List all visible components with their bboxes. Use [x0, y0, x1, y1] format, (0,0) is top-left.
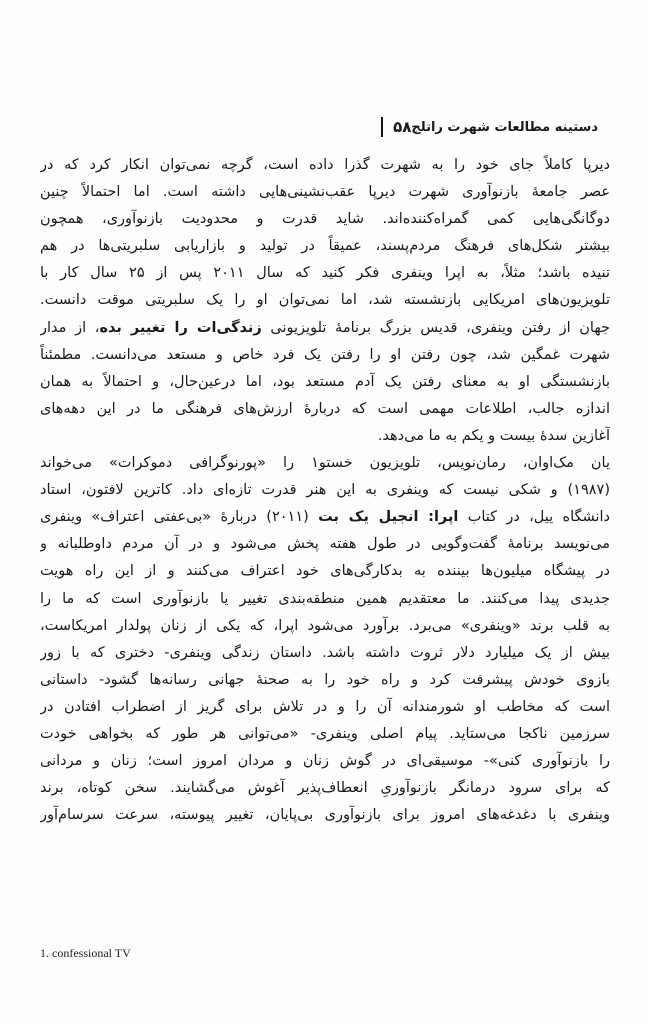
- text-line: را بازنوآوری کنی»- موسیقی‌ای در گوش زنان و مردان امروز است؛ زنان و مردانی: [40, 753, 610, 770]
- text-line: آغازین سدهٔ بیست و یکم به ما می‌دهد.: [377, 427, 610, 444]
- text-line: بازوی خودش پیشرفت کرد و راه خود را به صحنهٔ جهانی رسانه‌ها گشود- داستانی: [40, 671, 610, 688]
- text-line: که برای سرود درمانگر بازنوآوریِ انعطاف‌پذیر آغوش می‌گشایند. سخن کوتاه، برند: [40, 780, 610, 797]
- text-line: بیشتر شکل‌های فرهنگ مردم‌پسند، عمیقاً در تولید و بازاریابی سلبریتی‌ها در هم: [40, 238, 610, 255]
- text-line: است که مخاطب او شورمندانه آن را و در تلاش برای گریز از اضطراب افتادن در: [40, 698, 610, 715]
- text-line: جدیدی پیدا می‌کنند. ما معتقدیم همین منطقه‌بندی تغییر یا بازنوآوری است که ما را: [40, 590, 610, 607]
- text-line: تلویزیون‌های امریکایی بازنشسته شد، اما نمی‌توان او را یک سلبریتی موقت دانست.: [40, 292, 610, 309]
- text-line: می‌نویسد برنامهٔ گفت‌وگویی در طول هفته پخش می‌شود و در آن مردم داوطلبانه و: [40, 536, 610, 553]
- text-line: بازنشستگی او به معنای رفتن یک آدم مستعد بود، اما درعین‌حال، و احتمالاً به همان: [40, 373, 610, 390]
- text-line: جهان از رفتن وینفری، قدیس بزرگ برنامهٔ تلویزیونی زندگی‌ات را تغییر بده، از مدار: [40, 319, 610, 336]
- text-line: دوگانگی‌هایی کمی گمراه‌کننده‌اند. شاید قدرت و محدودیت بازنوآوری، همچون: [40, 211, 610, 228]
- bold-title-text: زندگی‌ات را تغییر بده: [99, 319, 262, 336]
- header-divider: [381, 117, 383, 137]
- text-line: تنیده باشد؛ مثلاً، به اپرا وینفری فکر کنید که سال ۲۰۱۱ پس از ۲۵ سال کار با: [40, 265, 610, 282]
- text-line: به قلب برند «وینفری» می‌برد. برآورد می‌شود اپرا، که یکی از زنان پولدار امریکاست،: [40, 617, 610, 634]
- text-line: اندازه جالب، اطلاعات مهمی است که دربارهٔ ارزش‌های فرهنگی ما در این دهه‌های: [40, 400, 610, 417]
- running-title: دستینه مطالعات شهرت راتلج: [411, 119, 598, 135]
- running-head: [373, 116, 598, 138]
- text-line: عصر جامعهٔ بازنوآوری شهرت دیرپا عقب‌نشینی‌هایی داشته است. اما احتمالاً چنین: [40, 184, 610, 201]
- text-line: (۱۹۸۷) و شکی نیست که وینفری به این هنر قدرت تازه‌ای داد. کاترین لافتون، استاد: [40, 482, 610, 499]
- footnote: 1. confessional TV: [40, 946, 131, 960]
- text-line: بیش از یک میلیارد دلار ثروت داشته باشد. داستان زندگی وینفری- دختری که با زور: [40, 644, 610, 661]
- text-line: وینفری با دغدغه‌های امروز برای بازنوآوری بی‌پایان، تغییر پیوسته، سرعت سرسام‌آور: [40, 807, 610, 824]
- text-line: دیرپا کاملاً جای خود را به شهرت گذرا داده است، گرچه نمی‌توان انکار کرد که در: [40, 157, 610, 173]
- text-line: دانشگاه ییل، در کتاب اپرا: انجیل یک بت (۲۰۱۱) دربارهٔ «بی‌عفتی اعتراف» وینفری: [40, 509, 610, 526]
- text-line: یان مک‌اوان، رمان‌نویس، تلویزیون خستو۱ را «پورنوگرافی دموکرات» می‌خواند: [40, 455, 610, 472]
- page-number: ۵۸: [393, 118, 412, 136]
- text-line: در پیشگاه میلیون‌ها بیننده به بدکارگی‌های خود اعتراف می‌کنند و از این راه هویت: [40, 563, 610, 580]
- text-line: شهرت غمگین شد، چون رفتن او را رفتن یک فرد خاص و مستعد می‌دانست. مطمئناً: [40, 346, 610, 363]
- bold-title-text: اپرا: انجیل یک بت: [318, 509, 459, 526]
- text-line: سرزمین ناکجا می‌ستاید. پیام اصلی وینفری- «می‌توانی هر طور که بخواهی خودت: [40, 725, 610, 742]
- body-text: [40, 152, 610, 829]
